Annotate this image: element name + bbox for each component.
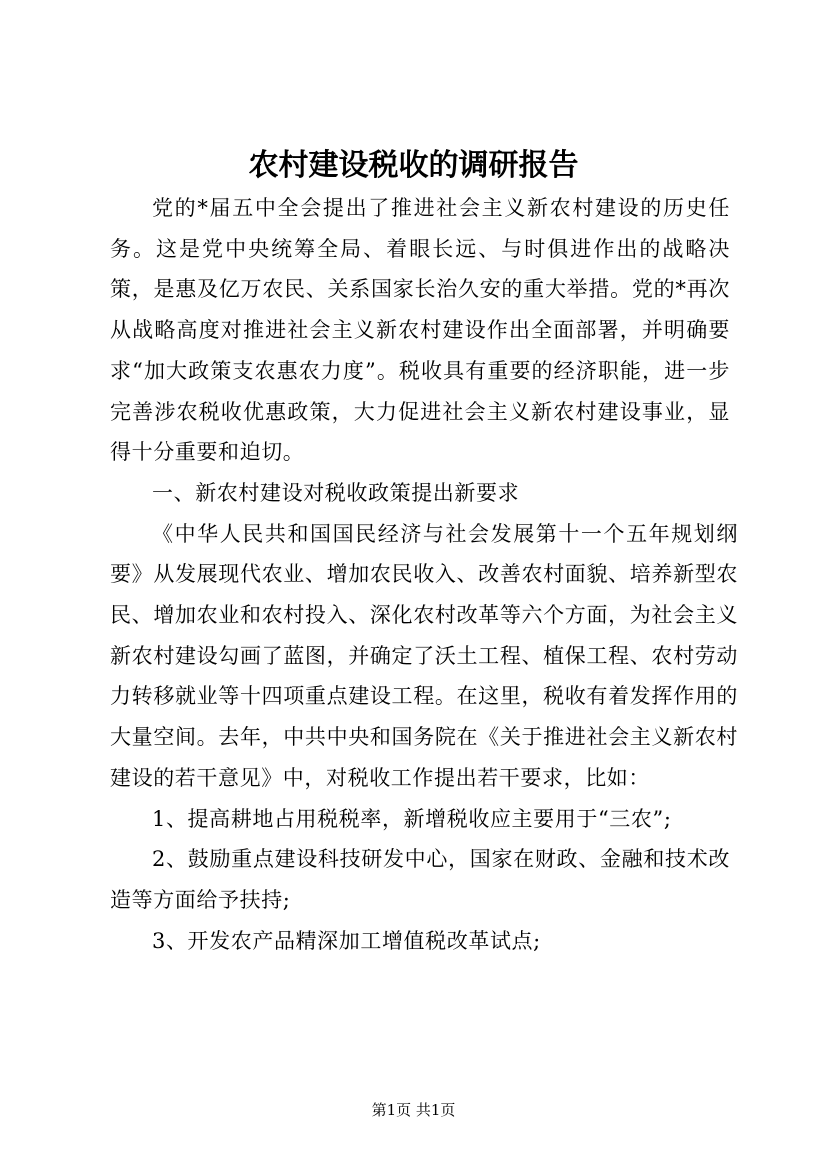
document-title: 农村建设税收的调研报告 — [248, 148, 579, 183]
list-item-2: 2、鼓励重点建设科技研发中心，国家在财政、金融和技术改造等方面给予扶持; — [110, 847, 730, 912]
page-number-footer: 第1页 共1页 — [371, 1101, 456, 1119]
list-item-1: 1、提高耕地占用税税率，新增税收应主要用于“三农”; — [152, 806, 672, 831]
list-item-3: 3、开发农产品精深加工增值税改革试点; — [152, 928, 541, 953]
section-heading-1: 一、新农村建设对税收政策提出新要求 — [152, 480, 520, 505]
document-body — [110, 188, 738, 961]
paragraph-plan: 《中华人民共和国国民经济与社会发展第十一个五年规划纲要》从发展现代农业、增加农民收入、改善农村面貌、培养新型农民、增加农业和农村投入、深化农村改革等六个方面，为社会主义新农村建设勾画了蓝图，并确定了沃土工程、植保工程、农村劳动力转移就业等十四项重点建设工程。在这里，税收有着发挥作用的大量空间。去年，中共中央和国务院在《关于推进社会主义新农村建设的若干意见》中，对税收工作提出若干要求，比如： — [110, 521, 738, 790]
paragraph-intro: 党的*届五中全会提出了推进社会主义新农村建设的历史任务。这是党中央统筹全局、着眼长远、与时俱进作出的战略决策，是惠及亿万农民、关系国家长治久安的重大举措。党的*再次从战略高度对推进社会主义新农村建设作出全面部署，并明确要求“加大政策支农惠农力度”。税收具有重要的经济职能，进一步完善涉农税收优惠政策，大力促进社会主义新农村建设事业，显得十分重要和迫切。 — [110, 196, 730, 465]
